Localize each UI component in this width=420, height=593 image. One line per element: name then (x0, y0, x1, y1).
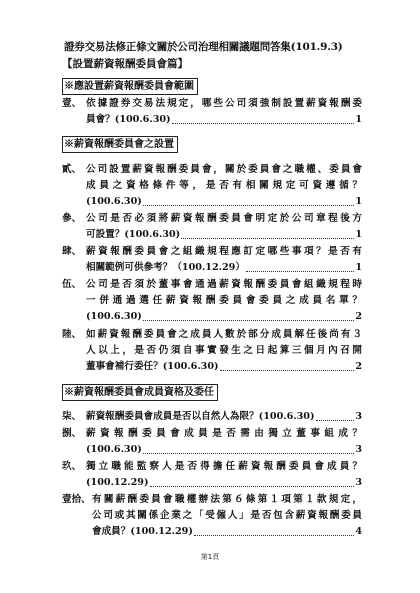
toc-page-number: 2 (355, 311, 362, 322)
toc-item-line: 薪資報酬委員會之組織規程應訂定哪些事項？是否有 (86, 246, 362, 257)
dot-leader (172, 112, 355, 124)
section-heading-scope: ※應設置薪資報酬委員會範圍 (62, 78, 198, 95)
dot-leader (143, 194, 355, 206)
toc-page-number: 4 (355, 526, 362, 537)
toc-item-line: 公司設置薪資報酬委員會，關於委員會之職權、委員會 (86, 164, 362, 175)
toc-item-number: 伍、 (62, 279, 82, 290)
toc-item-number: 捌、 (62, 428, 82, 439)
dot-leader (143, 442, 355, 454)
toc-page-number: 1 (355, 229, 362, 240)
dot-leader (316, 409, 355, 421)
toc-item-line: (100.6.30) (86, 444, 142, 455)
dot-leader (220, 359, 355, 371)
toc-page-number: 3 (355, 444, 362, 455)
document-title: 證券交易法修正條文關於公司治理相關議題問答集(101.9.3) (64, 41, 343, 53)
toc-item-number: 玖、 (62, 461, 82, 472)
dot-leader (150, 475, 355, 487)
toc-item-number: 肆、 (62, 246, 82, 257)
toc-page-number: 1 (355, 114, 362, 125)
toc-item-line: 相關範例可供參考？（100.12.29） (86, 262, 245, 273)
toc-item-line: 薪資報酬委員會成員是否以自然人為限？(100.6.30) (86, 411, 315, 422)
toc-item-line: 獨立職能監察人是否得擔任薪資報酬委員會成員？ (86, 461, 362, 472)
section-heading-setup: ※薪資報酬委員會之設置 (62, 136, 178, 153)
toc-item-line: (100.6.30) (86, 311, 142, 322)
section-heading-qualification: ※薪資報酬委員會成員資格及委任 (62, 384, 218, 401)
dot-leader (194, 524, 354, 536)
toc-item-line: 公司或其關係企業之「受僱人」是否包含薪資報酬委員 (92, 510, 362, 521)
document-subtitle: 【設置薪資報酬委員會篇】 (62, 58, 188, 70)
toc-item-number: 壹拾、 (62, 494, 91, 505)
toc-item-number: 柒、 (62, 411, 82, 422)
toc-item-number: 貳、 (62, 164, 82, 175)
dot-leader (246, 260, 354, 272)
toc-item-line: 員會？(100.6.30) (86, 114, 171, 125)
dot-leader (181, 227, 354, 239)
toc-item-line: 可設置？(100.6.30) (86, 229, 181, 240)
toc-item-line: 董事會補行委任？(100.6.30) (86, 361, 219, 372)
toc-item-line: 人以上，是否仍須自事實發生之日起算三個月內召開 (86, 345, 362, 356)
toc-item-line: 薪資報酬委員會成員是否需由獨立董事組成？ (86, 428, 362, 439)
toc-item-line: 公司是否必須將薪資報酬委員會明定於公司章程後方 (86, 213, 362, 224)
toc-page-number: 1 (355, 196, 362, 207)
toc-item-number: 陸、 (62, 329, 82, 340)
toc-item-line: 會成員？(100.12.29) (92, 526, 193, 537)
toc-item-line: 依據證券交易法規定，哪些公司須強制設置薪資報酬委 (86, 98, 362, 109)
dot-leader (143, 309, 355, 321)
page-footer: 第1頁 (200, 553, 220, 561)
toc-page-number: 3 (355, 477, 362, 488)
toc-item-number: 參、 (62, 213, 82, 224)
toc-page-number: 1 (355, 262, 362, 273)
toc-page-number: 2 (355, 361, 362, 372)
toc-item-line: (100.6.30) (86, 196, 142, 207)
toc-item-number: 壹、 (62, 98, 82, 109)
toc-item-line: 有關薪酬委員會職權辦法第６條第１項第１款規定， (92, 494, 362, 505)
toc-item-line: 成員之資格條件等，是否有相關規定可資遵循？ (86, 180, 362, 191)
toc-item-line: (100.12.29) (86, 477, 149, 488)
toc-item-line: 一併通過選任薪資報酬委員會委員之成員名單？ (86, 295, 362, 306)
toc-item-line: 公司是否須於董事會通過薪資報酬委員會組織規程時 (86, 279, 362, 290)
toc-page-number: 3 (355, 411, 362, 422)
toc-item-line: 如薪資報酬委員會之成員人數於部分成員解任後尚有３ (86, 329, 362, 340)
